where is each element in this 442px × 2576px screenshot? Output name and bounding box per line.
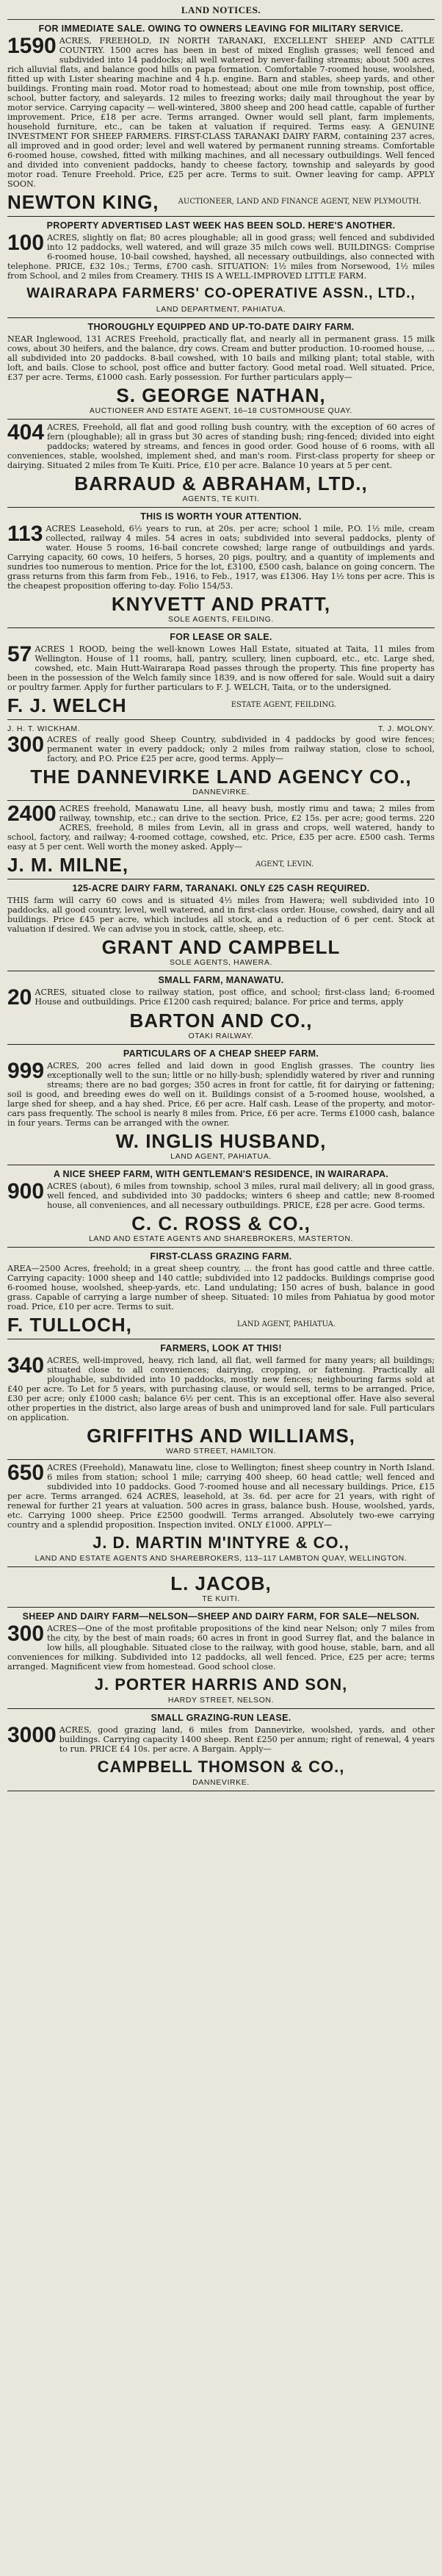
ad-body-text: ACRES, slightly on flat; 80 acres ploughable; all in good grass; well fenced and subdivided into 12 paddocks, well watered, and will graze 35 milch cows well. BUILDINGS: Comprise 6-roomed house, 10-bail cowshed, hayshed, all necessary outbuildings, also connected with telephone. PRICE, £32 10s.; Terms, £700 cash. SITUATION: 1½ miles from Norsewood, 1½ miles from School, and 2 miles from Creamery. THIS IS A WELL-IMPROVED LITTLE FARM. [7,233,435,281]
agent-sub: DANNEVIRKE. [192,1778,250,1787]
ad-ross [7,1167,435,1248]
ad-heading: FOR IMMEDIATE SALE. OWING TO OWNERS LEAVING FOR MILITARY SERVICE. [38,24,404,34]
ad-body-text: ACRES (about), 6 miles from township, school 3 miles, rural mail delivery; all in good grass, well fenced, and subdivided into 30 paddocks; winters 6 sheep and cattle; new 8-roomed house, all conveniences, and all necessary outbuildings. PRICE, £28 per acre. Good terms. [47,1181,435,1210]
ad-heading: SMALL GRAZING-RUN LEASE. [151,1713,291,1723]
agent-name: F. J. WELCH [7,694,127,716]
agent-sub: LAND AGENT, PAHIATUA. [170,1152,272,1161]
ad-george-nathan [7,320,435,420]
agent-name: BARTON AND CO., [129,1010,313,1032]
acreage-lead: 900 [7,1179,45,1204]
agent-sub: OTAKI RAILWAY. [188,1032,254,1040]
ad-heading: THIS IS WORTH YOUR ATTENTION. [140,511,302,522]
acreage-lead: 2400 [7,802,57,826]
ad-body-text: ACRES—One of the most profitable propositions of the kind near Nelson; only 7 miles from the city, by the best of main roads; 60 acres in front in good Surrey flat, and the balance in low hills, all ploughable. Situated close to the railway, with good house, stable, barn, and all conveniences for milking. Subdivided into 12 paddocks, all well fenced. Price, £25 per acre; terms arranged. Magnificent view from homestead. Good school close. [7,1624,435,1672]
ad-body-text: ACRES Leasehold, 6½ years to run, at 20s. per acre; school 1 mile, P.O. 1½ mile, cream collected, railway 4 miles. 54 acres in oats; subdivided into several paddocks, plenty of water. House 5 rooms, 16-bail concrete cowshed; large range of outbuildings and yards. Carrying capacity, 60 cows, 10 heifers, 5 horses, 20 pigs, poultry, and a quantity of implements and sundries too numerous to mention. Price for the lot, £3100, £500 cash, balance on going concern. The grass returns from this farm from Feb., 1916, to Feb., 1917, was £1306. Hay 1½ tons per acre. This is the cheapest proposition offering to-day. Folio 154/53. [7,524,435,591]
ad-inglis-husband [7,1046,435,1165]
acreage-lead: 3000 [7,1723,57,1747]
acreage-lead: 300 [7,733,45,757]
ad-heading: SMALL FARM, MANAWATU. [158,975,284,985]
ad-grant-campbell [7,881,435,971]
agent-name: WAIRARAPA FARMERS' CO-OPERATIVE ASSN., LTD., [26,286,416,301]
section-title: LAND NOTICES. [181,4,261,15]
ad-heading: PARTICULARS OF A CHEAP SHEEP FARM. [123,1048,319,1059]
ad-martin-mintyre [7,1461,435,1567]
agent-sub: SOLE AGENTS, FEILDING. [168,615,274,624]
ad-body-text: ACRES, Freehold, all flat and good rolling bush country, with the exception of 60 acres of fern (ploughable); all in grass but 30 acres of standing bush; ring-fenced; divided into eight paddocks; watered by streams, and fences in good order. Good house of 6 rooms, with all conveniences, stable, woolshed, implement shed, and man's room. First-class property for sheep or dairying. Situated 2 miles from Te Kuiti. Price, £10 per acre. Balance 10 years at 5 per cent. [7,422,435,470]
agent-sub: TE KUITI. [202,1594,240,1603]
partner-name-right: T. J. MOLONY. [377,724,435,733]
ad-heading: PROPERTY ADVERTISED LAST WEEK HAS BEEN SOLD. HERE'S ANOTHER. [46,220,396,231]
acreage-lead: 404 [7,420,45,445]
agent-sub: WARD STREET, HAMILTON. [165,1447,277,1456]
ad-body-text: ACRES, well-improved, heavy, rich land, all flat, well farmed for many years; all buildings; situated close to all conveniences; dairying, cropping, or fattening. Practically all ploughable, subdivided into 10 paddocks, mostly new fences; neighbouring farms sold at £40 per acre. To Let for 5 years, with purchasing clause, or would sell, terms to be arranged. Price, £30 per acre; only £1000 cash; balance 6½ per cent. This is an exceptional offer. Have also several other properties in the district, also large areas of bush and unimproved land for sale. Full particulars on application. [7,1356,435,1422]
acreage-lead: 100 [7,231,45,255]
agent-name: C. C. ROSS & CO., [131,1212,311,1234]
agent-note: AGENT, LEVIN. [255,860,314,868]
ad-barton [7,973,435,1045]
ad-body-text: ACRES freehold, Manawatu Line, all heavy bush, mostly rimu and tawa; 2 miles from railway, township, etc.; can drive to the section. Price, £2 15s. per acre; good terms. 220 ACRES, freehold, 8 miles from Levin, all in grass and crops, well watered, handy to school, factory, and railway; 4-roomed cottage, cowshed, etc. Price, £35 per acre. £500 cash. Terms easy at 5 per cent. Well worth the money asked. Apply— [7,804,435,852]
agent-name: GRANT AND CAMPBELL [101,936,341,958]
ad-welch [7,630,435,720]
ad-heading: 125-ACRE DAIRY FARM, TARANAKI. ONLY £25 CASH REQUIRED. [72,883,370,893]
agent-sub: LAND AND ESTATE AGENTS AND SHAREBROKERS, 113–117 LAMBTON QUAY, WELLINGTON. [35,1554,407,1563]
ad-body-text: ACRES, FREEHOLD, IN NORTH TARANAKI, EXCELLENT SHEEP AND CATTLE COUNTRY. 1500 acres has been in best of mixed English grasses; well fenced and subdivided into 14 paddocks; all well watered by never-failing streams; about 500 acres rich alluvial flats, and balance good hills on papa formation. Comfortable 7-roomed house, woolshed, fitted up with Lister shearing machine and 4 h.p. engine. Barn and stables, sheep yards, and other buildings. Fronting main road. Motor road to homestead; about one mile from township, post office, school, butter factory, and saleyards. 12 miles to freezing works; daily mail throughout the year by motor service. Carrying capacity — well-wintered, 3800 sheep and 200 head cattle, capable of further improvement. Price, £18 per acre. Terms arranged. Owner would sell plant, farm implements, household furniture, etc., can be taken at valuation if required. Terms easy. A GENUINE INVESTMENT FOR SHEEP FARMERS. FIRST-CLASS TARANAKI DAIRY FARM, containing 237 acres, all improved and in good order; level and well watered by permanent running streams. Comfortable 6-roomed house, cowshed, fitted with milking machines, and all necessary outbuildings. Well fenced and divided into convenient paddocks, handy to cheese factory, township and saleyards by good motor road. Tenure Freehold. Price, £25 per acre. Terms to suit. Owner leaving for camp. APPLY SOON. [7,36,435,189]
agent-name: W. INGLIS HUSBAND, [115,1130,327,1152]
agent-sub: DANNEVIRKE. [192,788,250,796]
ad-body-text: ACRES, situated close to railway station, post office, and school; first-class land; 6-roomed House and outbuildings. Price £1200 cash required; balance. For price and terms, apply [35,987,435,1007]
ad-jacob [7,1569,435,1608]
ad-knyvett-pratt [7,509,435,628]
acreage-lead: 1590 [7,34,57,58]
agent-sub: AUCTIONEER AND ESTATE AGENT, 16–18 CUSTOMHOUSE QUAY. [89,406,353,415]
ad-body-text: ACRES, good grazing land, 6 miles from Dannevirke, woolshed, yards, and other buildings. Carrying capacity 1400 sheep. Rent £250 per annum; right of renewal, 4 years to run. PRICE £4 10s. per acre. A Bargain. Apply— [59,1725,435,1754]
ad-griffiths-williams [7,1341,435,1460]
agent-name: GRIFFITHS AND WILLIAMS, [87,1425,355,1447]
ad-body-text: ACRES, 200 acres felled and laid down in good English grasses. The country lies exceptionally well to the sun; little or no hilly-bush; splendidly watered by river and running streams; there are no bad gorges; 350 acres in front for cattle, fit for dairying or fattening; soil is good, and breeding ewes do well on it. Buildings consist of a 5-roomed house, woolshed, a large shed for sheep, and a hay shed. Price, £6 per acre. Half cash. Lease of the property, and motor-cars pass frequently. The school is nearly 8 miles from. Price, £6 per acre. Terms £1000 cash, balance in four years. Terms can be arranged with the owner. [7,1061,435,1128]
agent-sub: AGENTS, TE KUITI. [182,494,260,503]
agent-name: KNYVETT AND PRATT, [111,593,331,615]
ad-porter-harris [7,1609,435,1709]
partner-name-left: J. H. T. WICKHAM. [7,724,81,733]
acreage-lead: 650 [7,1461,45,1485]
agent-name: CAMPBELL THOMSON & CO., [97,1757,345,1776]
acreage-lead: 57 [7,642,32,666]
agent-name: BARRAUD & ABRAHAM, LTD., [74,472,368,494]
agent-name: J. PORTER HARRIS AND SON, [94,1675,348,1694]
ad-body-text: ACRES of really good Sheep Country, subdivided in 4 paddocks by good wire fences; permanent water in every paddock; only 2 miles from railway station, close to school, factory, and P.O. Price £25 per acre, good terms. Apply— [47,735,435,763]
ad-heading: FOR LEASE OR SALE. [170,632,272,642]
acreage-lead: 340 [7,1353,45,1378]
ad-heading: A NICE SHEEP FARM, WITH GENTLEMAN'S RESIDENCE, IN WAIRARAPA. [53,1169,389,1179]
agent-note: ESTATE AGENT, FEILDING. [231,701,336,709]
ad-newton-king [7,21,435,217]
agent-name: THE DANNEVIRKE LAND AGENCY CO., [30,766,412,788]
title-rule [7,19,435,20]
ad-heading: SHEEP AND DAIRY FARM—NELSON—SHEEP AND DAIRY FARM, FOR SALE—NELSON. [22,1611,420,1622]
ad-barraud-abraham [7,421,435,508]
ad-tulloch [7,1249,435,1339]
ad-milne [7,802,435,879]
ad-heading: FARMERS, LOOK AT THIS! [160,1343,282,1353]
agent-name: L. JACOB, [170,1572,272,1594]
ad-heading: THOROUGHLY EQUIPPED AND UP-TO-DATE DAIRY FARM. [87,322,355,332]
acreage-lead: 20 [7,985,32,1010]
acreage-lead: 999 [7,1059,45,1083]
ad-heading: FIRST-CLASS GRAZING FARM. [150,1251,292,1262]
ad-body-text: ACRES 1 ROOD, being the well-known Lowes Hall Estate, situated at Taita, 11 miles from Wellington. House of 11 rooms, hall, pantry, scullery, linen cupboard, etc., etc. Large shed, cowshed, etc. Main Hutt-Wairarapa Road passes through the property. This fine property has been in the possession of the Welch family since 1839, and is now offered for sale. Would suit a dairy or poultry farmer. Apply for further particulars to F. J. WELCH, Taita, or to the undersigned. [7,644,435,692]
agent-note: LAND AGENT, PAHIATUA. [236,1320,336,1328]
ad-body-text: ACRES (Freehold), Manawatu line, close to Wellington; finest sheep country in North Island. 6 miles from station; school 1 mile; carrying 400 sheep, 60 head cattle; well fenced and subdivided into 10 paddocks. Good 7-roomed house and all necessary buildings. Price, £15 per acre. Terms arranged. 624 ACRES, leasehold, at 3s. 6d. per acre for 21 years, with right of renewal for further 21 years at valuation. 500 acres in grass, balance bush. House, woolshed, yards, etc. Carrying 1000 sheep. Price £2500 goodwill. Terms arranged. Absolutely two-ewe carrying country and a splendid proposition. Inspection invited. ONLY £1000. APPLY— [7,1463,435,1530]
agent-name: S. GEORGE NATHAN, [116,384,326,406]
ad-body-text: NEAR Inglewood, 131 ACRES Freehold, practically flat, and nearly all in permanent grass. 15 milk cows, about 30 heifers, and the balance, dry cows. Cream and butter production. 10-roomed house, ... all subdivided into 20 paddocks. 8-bail cowshed, with 10 bails and milking plant; total stable, with loft, and bails. Close to school, post office and butter factory. Good metal road. Well situated. Price, £37 per acre. Terms, £1000 cash. Early possession. For further particulars apply— [7,334,435,382]
agent-sub: LAND DEPARTMENT, PAHIATUA. [156,305,286,314]
acreage-lead: 113 [7,522,43,546]
agent-sub: HARDY STREET, NELSON. [167,1696,275,1705]
ad-body-text: THIS farm will carry 60 cows and is situated 4½ miles from Hawera; well subdivided into 10 paddocks, all good country, level, well watered, and in first-class order. House, cowshed, dairy and all buildings. Price £45 per acre, which includes all stock, and a reduction of 6 per cent. Stock at valuation if desired. We can advise you in stock, cattle, sheep, etc. [7,896,435,934]
agent-sub: SOLE AGENTS, HAWERA. [170,958,272,967]
agent-sub: LAND AND ESTATE AGENTS AND SHAREBROKERS, MASTERTON. [88,1234,354,1243]
agent-name: J. D. MARTIN M'INTYRE & CO., [93,1533,349,1552]
agent-note: AUCTIONEER, LAND AND FINANCE AGENT, NEW PLYMOUTH. [178,198,421,206]
agent-name: J. M. MILNE, [7,854,129,876]
agent-name: F. TULLOCH, [7,1314,132,1336]
ad-body-text: AREA—2500 Acres, freehold; in a great sheep country, ... the front has good cattle and three cattle. Carrying capacity: 1000 sheep and 140 cattle; subdivided into 12 paddocks. Buildings comprise good 6-roomed house, woolshed, sheep-yards, etc. Land undulating; 150 acres of bush, balance in good grass. Capable of carrying a large number of sheep. Situated: 10 miles from Pahiatua by good motor road. Price, £10 per acre. Terms to suit. [7,1264,435,1312]
ad-dannevirke-land-agency [7,722,435,801]
agent-name: NEWTON KING, [7,191,159,213]
acreage-lead: 300 [7,1622,45,1646]
ad-campbell-thomson [7,1710,435,1791]
ad-wairarapa-farmers [7,218,435,318]
